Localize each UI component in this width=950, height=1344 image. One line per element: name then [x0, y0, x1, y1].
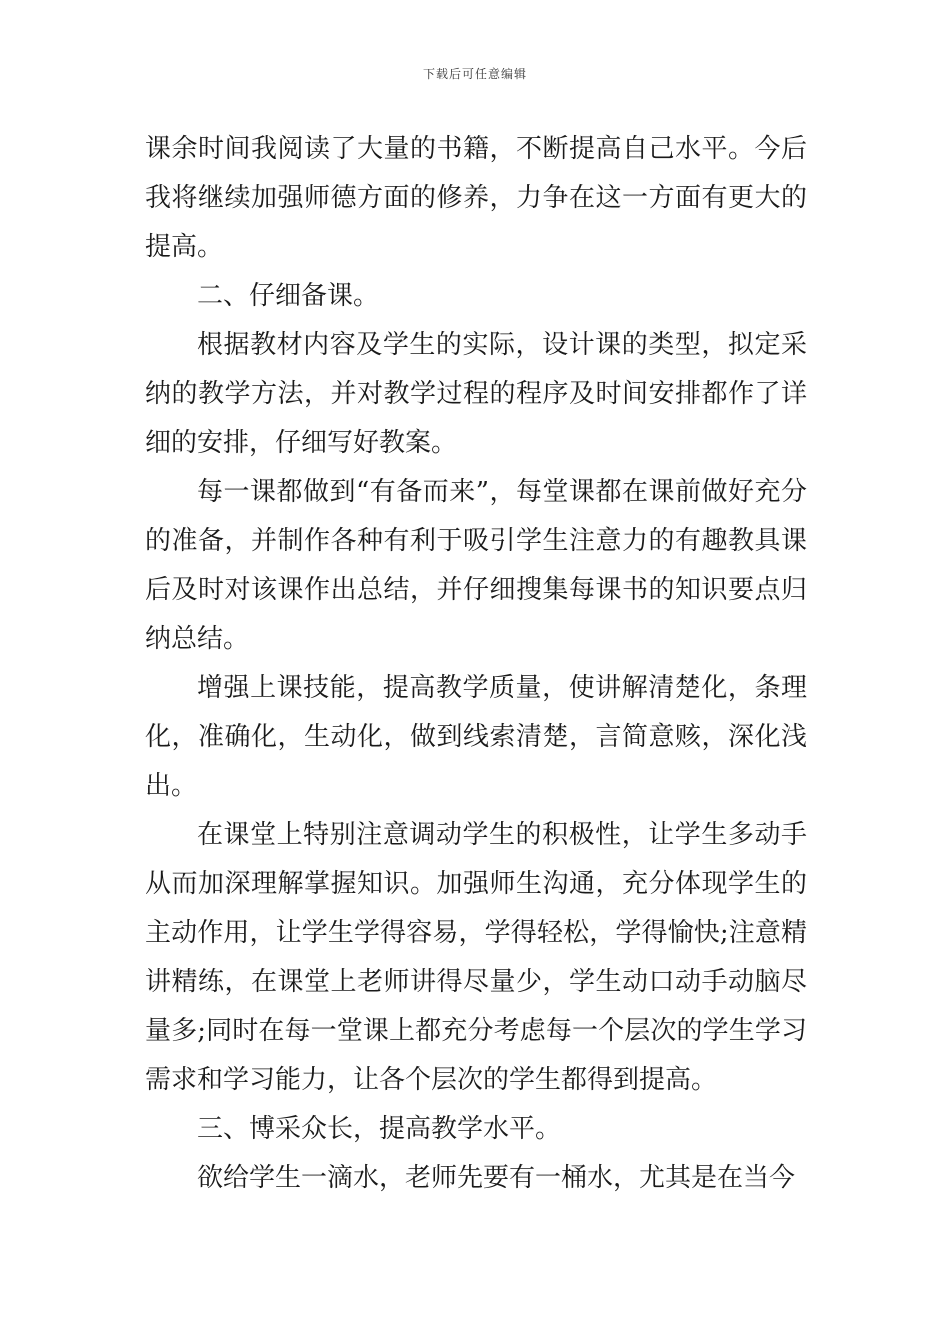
paragraph-continuation: 课余时间我阅读了大量的书籍，不断提高自己水平。今后我将继续加强师德方面的修养，力争在这一方面有更大的提高。: [145, 134, 807, 262]
header-note: 下载后可任意编辑: [422, 67, 527, 81]
paragraph: 欲给学生一滴水，老师先要有一桶水，尤其是在当今: [197, 1163, 796, 1193]
paragraph: 每一课都做到“有备而来”，每堂课都在课前做好充分的准备，并制作各种有利于吸引学生注意力的有趣教具课后及时对该课作出总结，并仔细搜集每课书的知识要点归纳总结。: [145, 477, 807, 654]
paragraph: 根据教材内容及学生的实际，设计课的类型，拟定采纳的教学方法，并对教学过程的程序及时间安排都作了详细的安排，仔细写好教案。: [145, 330, 807, 458]
section-heading-2: 二、仔细备课。: [197, 281, 380, 311]
paragraph: 在课堂上特别注意调动学生的积极性，让学生多动手从而加深理解掌握知识。加强师生沟通，充分体现学生的主动作用，让学生学得容易，学得轻松，学得愉快;注意精讲精练，在课堂上老师讲得尽量少，学生动口动手动脑尽量多;同时在每一堂课上都充分考虑每一个层次的学生学习需求和学习能力，让各个层次的学生都得到提高。: [145, 820, 807, 1095]
section-heading-3: 三、博采众长，提高教学水平。: [197, 1114, 562, 1144]
paragraph: 增强上课技能，提高教学质量，使讲解清楚化，条理化，准确化，生动化，做到线索清楚，言简意赅，深化浅出。: [145, 673, 807, 801]
document-body: [145, 125, 807, 1203]
